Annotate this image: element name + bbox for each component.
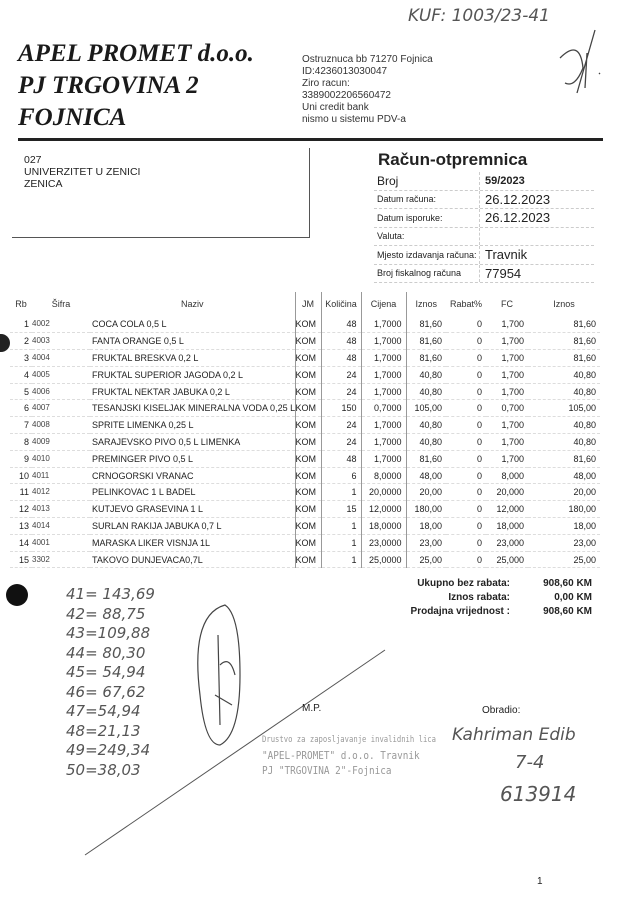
row-number: 14 (10, 534, 32, 551)
total-amount: 105,00 (528, 400, 600, 417)
final-price: 18,000 (486, 518, 528, 535)
item-code: 4008 (32, 417, 90, 434)
quantity: 48 (321, 333, 361, 350)
total-value: 0,00 KM (554, 592, 592, 603)
final-price: 25,000 (486, 551, 528, 568)
row-number: 8 (10, 434, 32, 451)
handwritten-note: 7-4 (515, 752, 545, 773)
item-code: 4009 (32, 434, 90, 451)
meta-value: 26.12.2023 (479, 209, 550, 227)
discount: 0 (446, 518, 486, 535)
unit: KOM (295, 383, 321, 400)
table-row (10, 366, 600, 383)
final-price: 1,700 (486, 450, 528, 467)
column-header: FC (501, 299, 513, 309)
buyer-code: 027 (24, 154, 42, 166)
handwritten-note: 48=21,13 (66, 721, 141, 740)
total-amount: 18,00 (528, 518, 600, 535)
final-price: 1,700 (486, 366, 528, 383)
price: 23,0000 (361, 534, 406, 551)
document-meta (374, 172, 594, 283)
meta-label: Mjesto izdavanja računa: (377, 249, 477, 260)
mp-label: M.P. (302, 703, 322, 714)
total-label: Ukupno bez rabata: (417, 578, 510, 589)
final-price: 0,700 (486, 400, 528, 417)
punch-hole-icon (6, 584, 28, 606)
unit: KOM (295, 333, 321, 350)
price: 1,7000 (361, 450, 406, 467)
item-code: 4002 (32, 316, 90, 333)
meta-label: Valuta: (377, 231, 405, 242)
processed-by-label: Obradio: (482, 705, 521, 716)
amount: 40,80 (406, 434, 446, 451)
column-header: Količina (321, 292, 361, 316)
meta-value (479, 228, 485, 246)
total-amount: 23,00 (528, 534, 600, 551)
item-code: 4003 (32, 333, 90, 350)
final-price: 1,700 (486, 434, 528, 451)
unit: KOM (295, 551, 321, 568)
quantity: 1 (321, 551, 361, 568)
company-unit: PJ TRGOVINA 2 (18, 72, 199, 99)
handwritten-note: 41= 143,69 (66, 585, 155, 603)
handwritten-note: 49=249,34 (66, 741, 151, 759)
meta-label: Broj (377, 173, 399, 188)
item-code: 4005 (32, 366, 90, 383)
quantity: 48 (321, 450, 361, 467)
handwritten-strokes-icon (80, 595, 400, 860)
amount: 23,00 (406, 534, 446, 551)
handwritten-note: 47=54,94 (66, 702, 141, 720)
buyer-name: UNIVERZITET U ZENICI (24, 166, 141, 178)
item-name: MARASKA LIKER VISNJA 1L (90, 534, 295, 551)
amount: 81,60 (406, 350, 446, 367)
table-row (10, 400, 600, 417)
unit: KOM (295, 484, 321, 501)
unit: KOM (295, 400, 321, 417)
handwritten-reference: KUF: 1003/23-41 (408, 6, 550, 26)
company-stamp (262, 733, 436, 778)
meta-value: 26.12.2023 (479, 191, 550, 209)
buyer-city: ZENICA (24, 178, 63, 190)
row-number: 7 (10, 417, 32, 434)
table-row (10, 350, 600, 367)
amount: 180,00 (406, 501, 446, 518)
address-line: Ziro racun: (302, 78, 350, 89)
item-code: 4001 (32, 534, 90, 551)
amount: 48,00 (406, 467, 446, 484)
item-code: 4012 (32, 484, 90, 501)
price: 25,0000 (361, 551, 406, 568)
item-name: SURLAN RAKIJA JABUKA 0,7 L (90, 518, 295, 535)
page-number: 1 (537, 876, 543, 887)
discount: 0 (446, 383, 486, 400)
item-name: TAKOVO DUNJEVACA0,7L (90, 551, 295, 568)
amount: 40,80 (406, 383, 446, 400)
discount: 0 (446, 501, 486, 518)
column-header: Rabat% (449, 299, 483, 309)
item-name: CRNOGORSKI VRANAC (90, 467, 295, 484)
column-header: Šifra (51, 299, 71, 309)
meta-label: Datum isporuke: (377, 212, 443, 223)
totals (390, 577, 592, 619)
row-number: 10 (10, 467, 32, 484)
price: 12,0000 (361, 501, 406, 518)
discount: 0 (446, 450, 486, 467)
total-row (390, 605, 592, 619)
table-row (10, 417, 600, 434)
item-name: FANTA ORANGE 0,5 L (90, 333, 295, 350)
header-divider (18, 138, 603, 141)
company-logo-text (18, 38, 254, 134)
amount: 105,00 (406, 400, 446, 417)
stamp-line: Drustvo za zaposljavanje invalidnih lica (262, 735, 436, 745)
company-address (302, 54, 433, 126)
table-row (10, 467, 600, 484)
column-header: JM (295, 292, 321, 316)
table-row (10, 450, 600, 467)
item-name: SARAJEVSKO PIVO 0,5 L LIMENKA (90, 434, 295, 451)
quantity: 24 (321, 366, 361, 383)
amount: 81,60 (406, 316, 446, 333)
column-header: Iznos (406, 292, 446, 316)
quantity: 6 (321, 467, 361, 484)
address-line: nismo u sistemu PDV-a (302, 114, 406, 125)
discount: 0 (446, 333, 486, 350)
final-price: 1,700 (486, 383, 528, 400)
meta-label: Datum računa: (377, 194, 437, 205)
discount: 0 (446, 534, 486, 551)
quantity: 15 (321, 501, 361, 518)
quantity: 1 (321, 484, 361, 501)
final-price: 1,700 (486, 316, 528, 333)
total-amount: 40,80 (528, 417, 600, 434)
row-number: 3 (10, 350, 32, 367)
quantity: 48 (321, 350, 361, 367)
amount: 81,60 (406, 333, 446, 350)
total-amount: 40,80 (528, 434, 600, 451)
unit: KOM (295, 316, 321, 333)
discount: 0 (446, 467, 486, 484)
total-amount: 20,00 (528, 484, 600, 501)
total-amount: 40,80 (528, 383, 600, 400)
item-name: KUTJEVO GRASEVINA 1 L (90, 501, 295, 518)
buyer-box (12, 148, 310, 238)
price: 20,0000 (361, 484, 406, 501)
handwritten-note: 46= 67,62 (66, 682, 146, 701)
item-code: 4004 (32, 350, 90, 367)
address-line: Ostruznuca bb 71270 Fojnica (302, 54, 433, 65)
total-label: Prodajna vrijednost : (410, 606, 510, 617)
total-value: 908,60 KM (543, 578, 592, 589)
item-code: 4011 (32, 467, 90, 484)
total-amount: 48,00 (528, 467, 600, 484)
column-header: Cijena (361, 292, 406, 316)
table-row (10, 501, 600, 518)
row-number: 5 (10, 383, 32, 400)
handwritten-note: 44= 80,30 (66, 643, 146, 662)
punch-hole-icon (0, 334, 10, 352)
address-line: 3389002206560472 (302, 90, 391, 101)
price: 1,7000 (361, 366, 406, 383)
address-line: Uni credit bank (302, 102, 369, 113)
item-code: 3302 (32, 551, 90, 568)
item-code: 4010 (32, 450, 90, 467)
unit: KOM (295, 467, 321, 484)
item-name: FRUKTAL SUPERIOR JAGODA 0,2 L (90, 366, 295, 383)
total-value: 908,60 KM (543, 606, 592, 617)
price: 1,7000 (361, 333, 406, 350)
company-city: FOJNICA (18, 104, 127, 131)
item-name: TESANJSKI KISELJAK MINERALNA VODA 0,25 L (90, 400, 295, 417)
total-amount: 25,00 (528, 551, 600, 568)
amount: 81,60 (406, 450, 446, 467)
document-title: Račun-otpremnica (378, 150, 528, 169)
quantity: 24 (321, 417, 361, 434)
total-row (390, 577, 592, 591)
price: 0,7000 (361, 400, 406, 417)
total-amount: 81,60 (528, 333, 600, 350)
quantity: 150 (321, 400, 361, 417)
table-row (10, 534, 600, 551)
quantity: 1 (321, 518, 361, 535)
unit: KOM (295, 434, 321, 451)
handwritten-note: 50=38,03 (66, 760, 141, 779)
item-code: 4014 (32, 518, 90, 535)
table-row (10, 383, 600, 400)
total-amount: 40,80 (528, 366, 600, 383)
quantity: 24 (321, 383, 361, 400)
company-name: APEL PROMET d.o.o. (18, 40, 254, 67)
discount: 0 (446, 484, 486, 501)
price: 18,0000 (361, 518, 406, 535)
price: 1,7000 (361, 316, 406, 333)
row-number: 15 (10, 551, 32, 568)
item-name: COCA COLA 0,5 L (90, 316, 295, 333)
stamp-line: PJ "TRGOVINA 2"-Fojnica (262, 764, 392, 777)
item-name: PREMINGER PIVO 0,5 L (90, 450, 295, 467)
column-header: Naziv (180, 299, 204, 309)
handwritten-note: 43=109,88 (66, 624, 151, 642)
total-amount: 81,60 (528, 450, 600, 467)
final-price: 12,000 (486, 501, 528, 518)
signature-mark-icon (555, 28, 610, 98)
discount: 0 (446, 400, 486, 417)
meta-value: 77954 (479, 265, 521, 283)
total-amount: 180,00 (528, 501, 600, 518)
unit: KOM (295, 518, 321, 535)
discount: 0 (446, 417, 486, 434)
unit: KOM (295, 366, 321, 383)
table-row (10, 484, 600, 501)
meta-row (374, 246, 594, 265)
row-number: 4 (10, 366, 32, 383)
meta-value: 59/2023 (479, 172, 525, 190)
unit: KOM (295, 501, 321, 518)
column-header: Rb (15, 299, 27, 309)
quantity: 48 (321, 316, 361, 333)
meta-row (374, 209, 594, 228)
table-row (10, 333, 600, 350)
meta-label: Broj fiskalnog računa (377, 268, 462, 279)
unit: KOM (295, 417, 321, 434)
amount: 40,80 (406, 417, 446, 434)
quantity: 24 (321, 434, 361, 451)
final-price: 23,000 (486, 534, 528, 551)
total-amount: 81,60 (528, 350, 600, 367)
total-label: Iznos rabata: (448, 592, 510, 603)
item-name: FRUKTAL NEKTAR JABUKA 0,2 L (90, 383, 295, 400)
final-price: 20,000 (486, 484, 528, 501)
row-number: 9 (10, 450, 32, 467)
unit: KOM (295, 350, 321, 367)
unit: KOM (295, 534, 321, 551)
discount: 0 (446, 316, 486, 333)
price: 1,7000 (361, 434, 406, 451)
row-number: 6 (10, 400, 32, 417)
price: 1,7000 (361, 350, 406, 367)
unit: KOM (295, 450, 321, 467)
handwritten-note: 45= 54,94 (66, 663, 146, 681)
total-row (390, 591, 592, 605)
final-price: 8,000 (486, 467, 528, 484)
item-name: SPRITE LIMENKA 0,25 L (90, 417, 295, 434)
discount: 0 (446, 434, 486, 451)
items-table (10, 292, 600, 568)
stamp-line: "APEL-PROMET" d.o.o. Travnik (262, 749, 420, 762)
table-row (10, 518, 600, 535)
row-number: 11 (10, 484, 32, 501)
item-name: FRUKTAL BRESKVA 0,2 L (90, 350, 295, 367)
meta-value: Travnik (479, 246, 527, 264)
item-code: 4006 (32, 383, 90, 400)
meta-row (374, 265, 594, 284)
handwritten-note: 613914 (500, 782, 577, 806)
item-code: 4013 (32, 501, 90, 518)
quantity: 1 (321, 534, 361, 551)
discount: 0 (446, 366, 486, 383)
meta-row (374, 172, 594, 191)
row-number: 12 (10, 501, 32, 518)
address-line: ID:4236013030047 (302, 66, 388, 77)
meta-row (374, 191, 594, 210)
item-code: 4007 (32, 400, 90, 417)
row-number: 1 (10, 316, 32, 333)
discount: 0 (446, 350, 486, 367)
processed-by-signature: Kahriman Edib (452, 725, 576, 745)
handwritten-note: 42= 88,75 (66, 604, 146, 623)
final-price: 1,700 (486, 350, 528, 367)
total-amount: 81,60 (528, 316, 600, 333)
column-header: Iznos (553, 299, 575, 309)
item-name: PELINKOVAC 1 L BADEL (90, 484, 295, 501)
amount: 25,00 (406, 551, 446, 568)
discount: 0 (446, 551, 486, 568)
table-row (10, 551, 600, 568)
amount: 18,00 (406, 518, 446, 535)
meta-row (374, 228, 594, 247)
price: 1,7000 (361, 383, 406, 400)
final-price: 1,700 (486, 333, 528, 350)
table-row (10, 434, 600, 451)
amount: 20,00 (406, 484, 446, 501)
amount: 40,80 (406, 366, 446, 383)
price: 1,7000 (361, 417, 406, 434)
price: 8,0000 (361, 467, 406, 484)
row-number: 2 (10, 333, 32, 350)
table-row (10, 316, 600, 333)
final-price: 1,700 (486, 417, 528, 434)
row-number: 13 (10, 518, 32, 535)
